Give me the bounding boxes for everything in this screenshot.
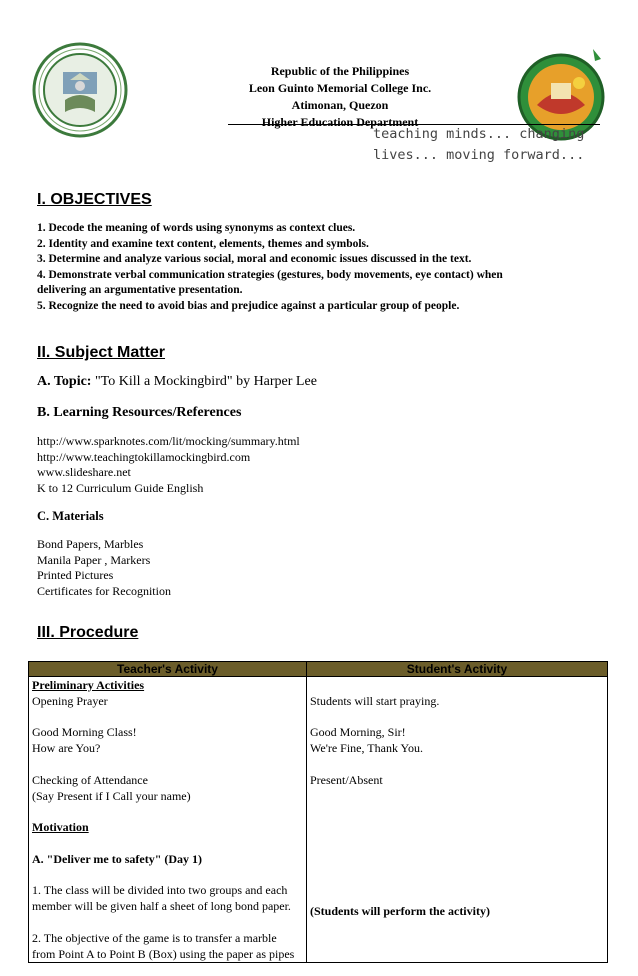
activity-step: from Point A to Point B (Box) using the paper as pipes: [32, 946, 295, 961]
objectives-list: [37, 221, 597, 315]
student-activity-cell: [307, 677, 608, 963]
student-attendance: Present/Absent: [310, 772, 383, 787]
objective-item: delivering an argumentative presentation.: [37, 284, 243, 297]
teacher-greeting: Good Morning Class!: [32, 725, 137, 740]
resource-item: K to 12 Curriculum Guide English: [37, 481, 204, 496]
header-department: Higher Education Department: [261, 115, 419, 129]
activity-step: 1. The class will be divided into two groups and each: [32, 883, 288, 898]
student-response: We're Fine, Thank You.: [310, 741, 423, 756]
resources-label: B. Learning Resources/References: [37, 405, 242, 420]
resource-item: http://www.teachingtokillamockingbird.com: [37, 449, 251, 464]
topic-line: [37, 374, 317, 390]
teacher-question: How are You?: [32, 741, 101, 756]
objective-item: 1. Decode the meaning of words using synonyms as context clues.: [37, 222, 356, 234]
activity-step: 2. The objective of the game is to transfer a marble: [32, 930, 277, 945]
objective-item: 4. Demonstrate verbal communication strategies (gestures, body movements, eye contact) when: [37, 268, 503, 281]
activity-title: A. "Deliver me to safety" (Day 1): [32, 851, 203, 866]
attendance-instruction: (Say Present if I Call your name): [32, 788, 191, 803]
procedure-heading: III. Procedure: [37, 624, 139, 641]
resource-item: www.slideshare.net: [37, 465, 131, 480]
material-item: Certificates for Recognition: [37, 584, 171, 599]
student-perform-activity: (Students will perform the activity): [310, 904, 490, 919]
header-college-name: Leon Guinto Memorial College Inc.: [248, 81, 432, 95]
preliminary-activities-label: Preliminary Activities: [32, 678, 145, 692]
college-seal-logo: [30, 40, 130, 140]
table-row: [29, 677, 608, 963]
material-item: Manila Paper , Markers: [37, 552, 151, 567]
objective-item: 5. Recognize the need to avoid bias and prejudice against a particular group of people.: [37, 299, 460, 312]
objective-item: 3. Determine and analyze various social, moral and economic issues discussed in the text.: [37, 253, 472, 266]
objectives-heading: I. OBJECTIVES: [37, 191, 152, 208]
motto-line-2: lives... moving forward...: [373, 147, 585, 163]
subject-matter-heading: II. Subject Matter: [37, 344, 166, 361]
resources-list: [37, 434, 300, 497]
objective-item: 2. Identity and examine text content, elements, themes and symbols.: [37, 237, 369, 250]
material-item: Printed Pictures: [37, 568, 114, 583]
activity-step: member will be given half a sheet of long bond paper.: [32, 899, 291, 914]
resource-item: http://www.sparknotes.com/lit/mocking/summary.html: [37, 434, 300, 448]
student-greeting: Good Morning, Sir!: [310, 725, 406, 740]
student-praying: Students will start praying.: [310, 693, 440, 708]
procedure-table-header: [29, 662, 608, 677]
motto-line-1: teaching minds... changing: [373, 126, 585, 142]
material-item: Bond Papers, Marbles: [37, 537, 144, 551]
materials-label: C. Materials: [37, 509, 104, 523]
procedure-table: [28, 661, 608, 963]
topic-label: A. Topic:: [37, 374, 92, 389]
teacher-activity-cell: [29, 677, 307, 963]
header-location: Atimonan, Quezon: [291, 98, 389, 112]
motivation-label: Motivation: [32, 820, 89, 835]
attendance-check: Checking of Attendance: [32, 772, 148, 787]
teacher-activity-header: Teacher's Activity: [29, 662, 307, 677]
student-activity-header: Student's Activity: [307, 662, 608, 677]
motto: [373, 124, 584, 166]
opening-prayer: Opening Prayer: [32, 693, 108, 708]
header-republic: Republic of the Philippines: [270, 64, 410, 78]
topic-value: "To Kill a Mockingbird" by Harper Lee: [94, 374, 317, 389]
institution-header: [150, 63, 530, 131]
materials-list: [37, 537, 171, 600]
